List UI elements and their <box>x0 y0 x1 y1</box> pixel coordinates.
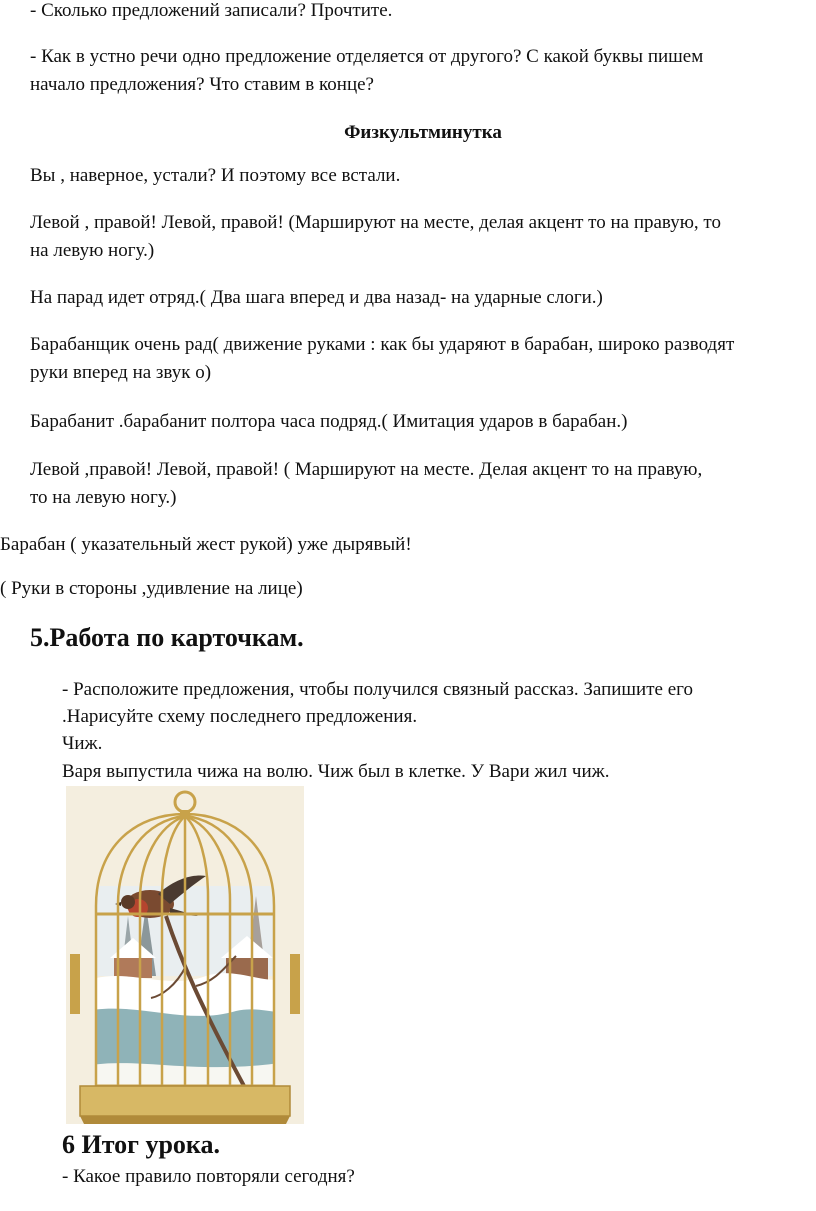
poem-line-drumming: Барабанит .барабанит полтора часа подряд.( Имитация ударов в барабан.) <box>30 411 628 432</box>
paragraph-question-separation-line2: начало предложения? Что ставим в конце? <box>30 74 374 95</box>
poem-line-left-right-1: Левой , правой! Левой, правой! (Маршируют на месте, делая акцент то на правую, то <box>30 212 721 233</box>
story-sentences: Варя выпустила чижа на волю. Чиж был в клетке. У Вари жил чиж. <box>62 761 610 782</box>
poem-line-left-right-2: Левой ,правой! Левой, правой! ( Маршируют на месте. Делая акцент то на правую, <box>30 459 703 480</box>
poem-line-parade: На парад идет отряд.( Два шага вперед и два назад- на ударные слоги.) <box>30 287 603 308</box>
story-title: Чиж. <box>62 733 103 754</box>
paragraph-question-count: - Сколько предложений записали? Прочтите. <box>30 0 393 21</box>
poem-line-drum-holey: Барабан ( указательный жест рукой) уже дырявый! <box>0 534 412 555</box>
poem-line-left-right-1-cont: на левую ногу.) <box>30 240 155 261</box>
cards-instruction-line2: .Нарисуйте схему последнего предложения. <box>62 706 418 727</box>
section-heading-summary: 6 Итог урока. <box>62 1130 221 1159</box>
poem-line-tired: Вы , наверное, устали? И поэтому все встали. <box>30 165 401 186</box>
section-heading-cards: 5.Работа по карточкам. <box>30 623 304 652</box>
section-title-fizkultminutka: Физкультминутка <box>344 122 502 143</box>
poem-line-drummer: Барабанщик очень рад( движение руками : как бы ударяют в барабан, широко разводят <box>30 334 735 355</box>
poem-line-drummer-cont: руки вперед на звук о) <box>30 362 212 383</box>
poem-line-left-right-2-cont: то на левую ногу.) <box>30 487 177 508</box>
paragraph-question-separation-line1: - Как в устно речи одно предложение отделяется от другого? С какой буквы пишем <box>30 46 704 67</box>
poem-line-hands-aside: ( Руки в стороны ,удивление на лице) <box>0 578 303 599</box>
summary-question: - Какое правило повторяли сегодня? <box>62 1166 355 1187</box>
bird-cage-illustration <box>66 786 304 1124</box>
cards-instruction-line1: - Расположите предложения, чтобы получился связный рассказ. Запишите его <box>62 679 693 700</box>
